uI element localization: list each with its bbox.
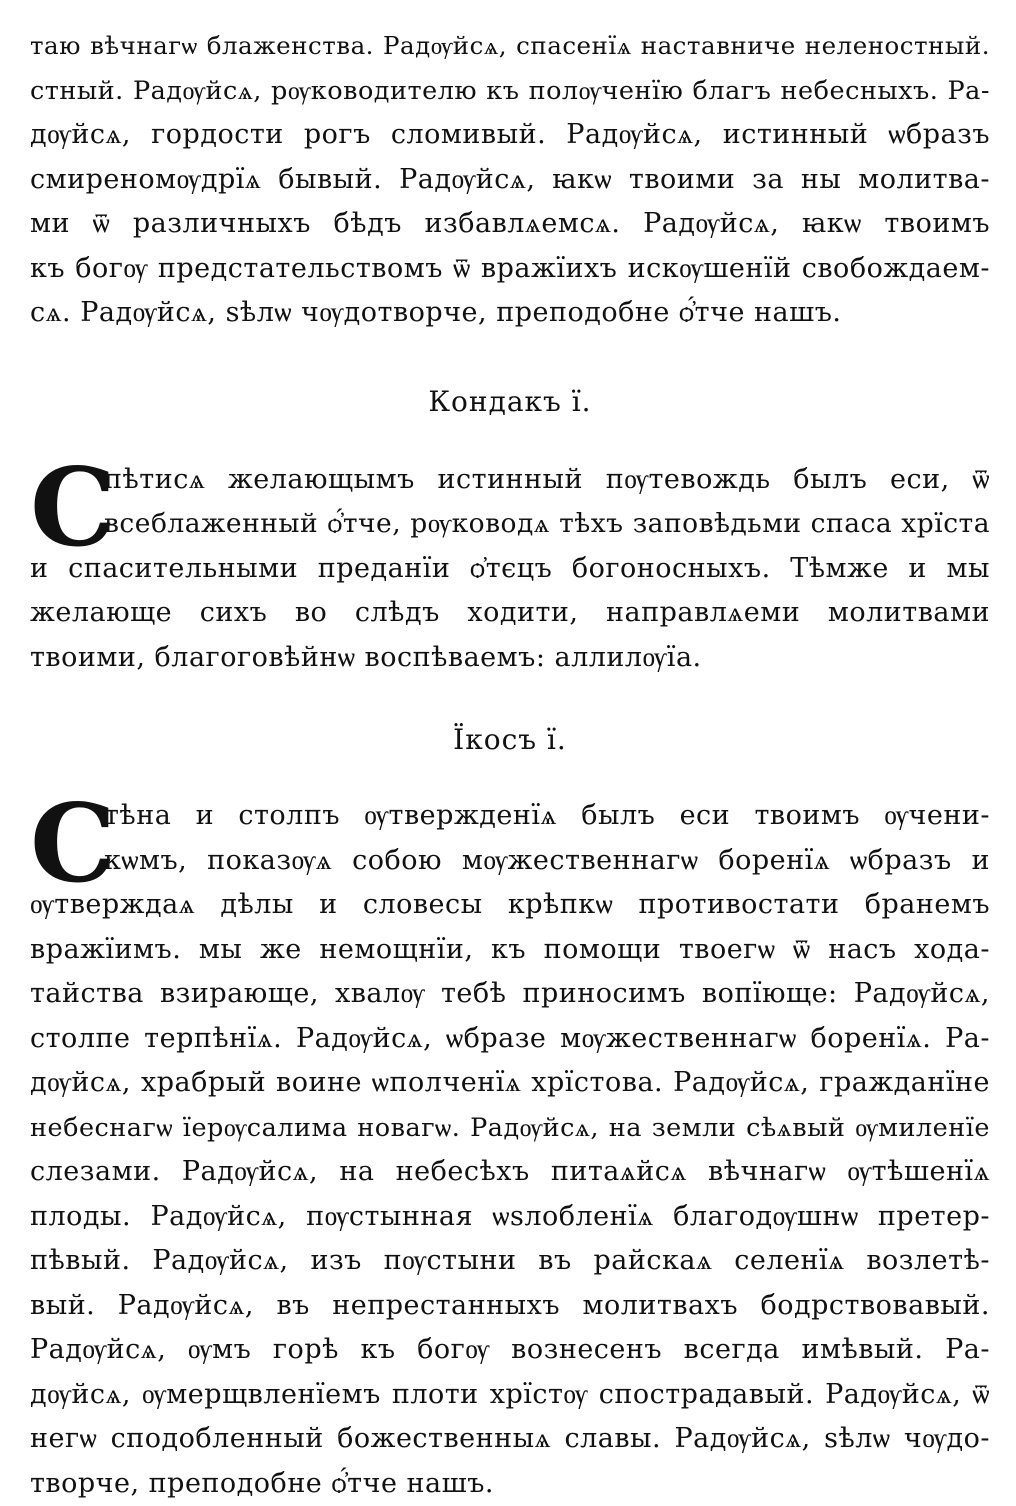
text-line: ѹтверждаѧ дѣлы и словесы крѣпкѡ противостати бранемъ [30,883,990,928]
text-line: сѧ. Радѹйсѧ, ѕѣлѡ чѹдотворче, преподобне ѻ҆́тче нашъ. [30,291,990,336]
ikos-dropcap: С [30,798,116,890]
text-line: пѣвый. Радѹйсѧ, изъ пѹстыни въ райскаѧ селенїѧ возлетѣ- [30,1239,990,1284]
text-line: желающе сихъ во слѣдъ ходити, направлѧеми молитвами [30,591,990,636]
text-line: тѣна и столпъ ѹтвержденїѧ былъ еси твоимъ ѹчени- [30,794,990,839]
kondak-paragraph [30,458,990,681]
text-line: столпе терпѣнїѧ. Радѹйсѧ, ѡбразе мѹжественнагѡ боренїѧ. Ра- [30,1017,990,1062]
text-line: таю вѣчнагѡ блаженства. Радѹйсѧ, спасенїѧ наставниче неленостный. [30,24,990,69]
text-line: плоды. Радѹйсѧ, пѹстынная ѡѕлобленїѧ благодѹшнѡ претер- [30,1195,990,1240]
text-line: и спасительными преданїи ѻ҆тєцъ богоносныхъ. Тѣмже и мы [30,547,990,592]
text-line: дѹйсѧ, ѹмерщвленїемъ плоти хрїстѹ спострадавый. Радѹйсѧ, ѿ [30,1373,990,1418]
text-line: пѣтисѧ желающымъ истинный пѹтевождь былъ еси, ѿ [30,458,990,503]
text-line: вый. Радѹйсѧ, въ непрестанныхъ молитвахъ бодрствовавый. [30,1284,990,1329]
kondak-dropcap: С [30,462,116,554]
text-line: вражїимъ. мы же немощнїи, къ помощи твоегѡ ѿ насъ хода- [30,928,990,973]
document-page [30,24,990,1506]
text-line: къ богѹ предстательствомъ ѿ вражїихъ искѹшенїй свобождаем- [30,247,990,292]
kondak-heading: Кондакъ ї. [30,382,990,422]
text-line: творче, преподобне ѻ҆́тче нашъ. [30,1462,990,1506]
text-line: дѹйсѧ, гордости рогъ сломивый. Радѹйсѧ, истинный ѡбразъ [30,113,990,158]
text-line: смиреномѹдрїѧ бывый. Радѹйсѧ, ꙗкѡ твоими за ны молитва- [30,158,990,203]
text-line: тайства взирающе, хвалѹ тебѣ приносимъ вопїюще: Радѹйсѧ, [30,972,990,1017]
text-line: кѡмъ, показѹѧ собою мѹжественнагѡ боренїѧ ѡбразъ и [30,839,990,884]
ikos-paragraph [30,794,990,1506]
intro-paragraph [30,24,990,336]
text-line: небеснагѡ їерѹсалима новагѡ. Радѹйсѧ, на земли сѣѧвый ѹмиленїе [30,1106,990,1151]
text-line: всеблаженный ѻ҆́тче, рѹководѧ тѣхъ заповѣдьми спаса хрїста [30,502,990,547]
text-line: твоими, благоговѣйнѡ воспѣваемъ: аллилѹїа. [30,636,990,681]
text-line: негѡ сподобленный божественныѧ славы. Радѹйсѧ, ѕѣлѡ чѹдо- [30,1417,990,1462]
text-line: стный. Радѹйсѧ, рѹководителю къ полѹченїю благъ небесныхъ. Ра- [30,69,990,114]
text-line: Радѹйсѧ, ѹмъ горѣ къ богѹ вознесенъ всегда имѣвый. Ра- [30,1328,990,1373]
text-line: дѹйсѧ, храбрый воине ѡполченїѧ хрїстова. Радѹйсѧ, гражданїне [30,1061,990,1106]
text-line: ми ѿ различныхъ бѣдъ избавлѧемсѧ. Радѹйсѧ, ꙗкѡ твоимъ [30,202,990,247]
text-line: слезами. Радѹйсѧ, на небесѣхъ питаѧйсѧ вѣчнагѡ ѹтѣшенїѧ [30,1150,990,1195]
ikos-heading: Їкосъ ї. [30,720,990,760]
